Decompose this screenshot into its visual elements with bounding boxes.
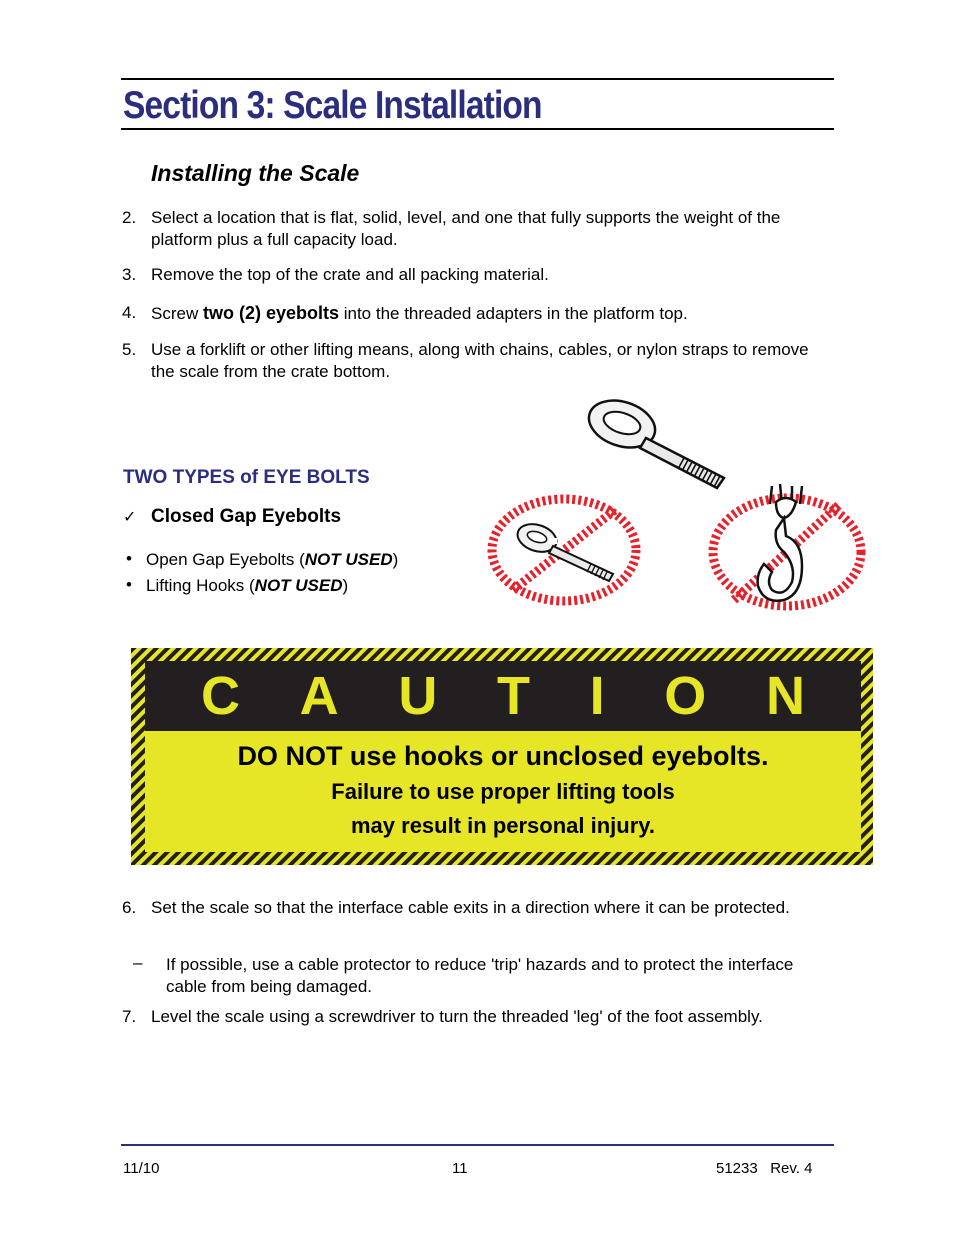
step-number: 6. xyxy=(122,898,137,917)
step-7 xyxy=(122,1006,822,1028)
step-text-bold: two (2) eyebolts xyxy=(202,303,339,323)
list-item-text xyxy=(146,576,348,596)
footer-page-number: 11 xyxy=(452,1160,468,1177)
step-text: Use a forklift or other lifting means, along with chains, cables, or nylon straps to remove the scale from the crate bottom. xyxy=(151,340,809,381)
step-number: 7. xyxy=(122,1007,137,1026)
not-used-label: NOT USED xyxy=(304,550,393,569)
list-item-post: ) xyxy=(342,576,349,595)
footer-date: 11/10 xyxy=(123,1160,160,1177)
list-item-pre: Lifting Hooks ( xyxy=(146,576,255,595)
step-text-post: into the threaded adapters in the platform top. xyxy=(339,304,688,323)
step-6-note xyxy=(166,954,806,998)
step-number: 2. xyxy=(122,208,137,227)
list-item-pre: Open Gap Eyebolts ( xyxy=(146,550,305,569)
closed-eyebolt-icon xyxy=(584,396,744,491)
eyebolt-types-title: TWO TYPES of EYE BOLTS xyxy=(123,467,370,488)
caution-letter: O xyxy=(664,666,707,726)
caution-line-3: may result in personal injury. xyxy=(350,813,655,838)
footer-rule xyxy=(121,1144,834,1146)
closed-gap-label: Closed Gap Eyebolts xyxy=(151,506,342,527)
caution-letter: C xyxy=(201,666,240,726)
checkmark-icon: ✓ xyxy=(123,509,137,526)
footer-doc-number: 51233 Rev. 4 xyxy=(716,1160,813,1177)
prohibited-open-eyebolt-icon xyxy=(487,494,641,606)
step-number: 3. xyxy=(122,265,137,284)
list-item-post: ) xyxy=(392,550,399,569)
step-number: 5. xyxy=(122,340,137,359)
step-text: Remove the top of the crate and all packing material. xyxy=(151,265,549,284)
caution-letter: U xyxy=(398,666,438,726)
step-5 xyxy=(122,339,822,383)
step-6 xyxy=(122,897,822,941)
caution-letter: I xyxy=(589,666,605,726)
step-text: Level the scale using a screwdriver to turn the threaded 'leg' of the foot assembly. xyxy=(151,1007,763,1026)
step-3 xyxy=(122,264,822,286)
step-number: 4. xyxy=(122,303,137,322)
list-item-text xyxy=(146,550,398,570)
subheading: Installing the Scale xyxy=(151,160,360,186)
prohibited-lifting-hook-icon xyxy=(706,482,868,616)
bullet-icon: • xyxy=(126,549,132,568)
section-title: Section 3: Scale Installation xyxy=(123,84,542,127)
step-4 xyxy=(122,302,822,324)
caution-line-1: DO NOT use hooks or unclosed eyebolts. xyxy=(237,741,769,771)
not-used-label: NOT USED xyxy=(254,576,343,595)
step-note-text: If possible, use a cable protector to reduce 'trip' hazards and to protect the interface cable from being damaged. xyxy=(166,955,794,996)
caution-message xyxy=(145,731,861,852)
step-text xyxy=(151,302,831,325)
header-rule-top xyxy=(121,78,834,80)
step-text: Set the scale so that the interface cable exits in a direction where it can be protected. xyxy=(151,898,790,917)
caution-banner xyxy=(145,661,861,731)
caution-letter: A xyxy=(299,666,339,726)
header-rule-bottom xyxy=(121,128,834,130)
caution-letter: T xyxy=(496,666,530,726)
dash-icon: – xyxy=(133,953,143,972)
step-text: Select a location that is flat, solid, level, and one that fully supports the weight of the platform plus a full capacity load. xyxy=(151,208,781,249)
bullet-icon: • xyxy=(126,575,132,594)
caution-line-2: Failure to use proper lifting tools xyxy=(331,779,675,804)
caution-letter: N xyxy=(765,666,805,726)
step-text-pre: Screw xyxy=(151,304,203,323)
step-2 xyxy=(122,207,822,251)
